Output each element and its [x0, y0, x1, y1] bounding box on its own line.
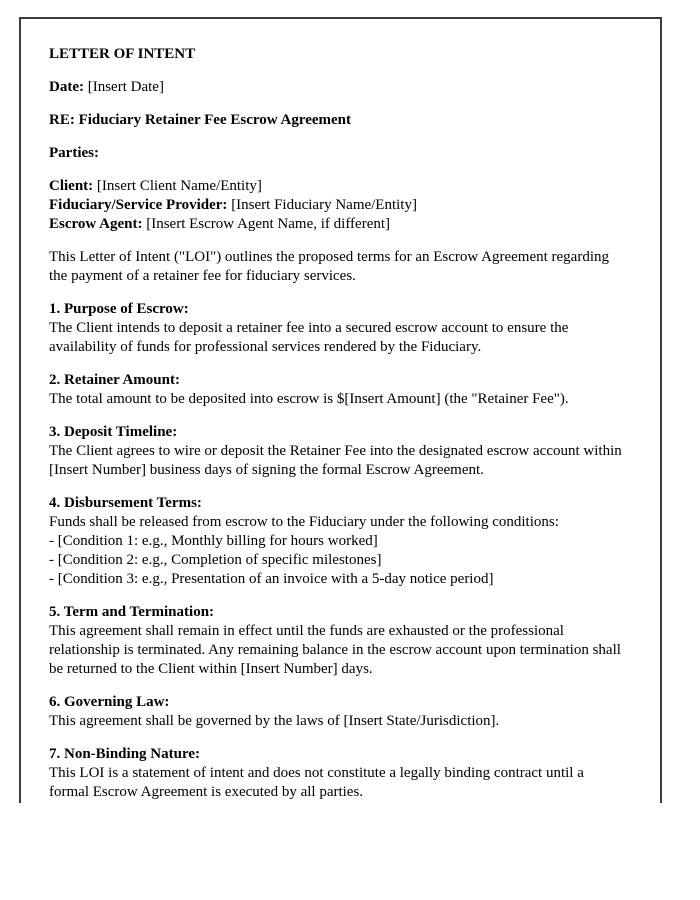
section-body: This LOI is a statement of intent and does not constitute a legally binding contract until a formal Escrow Agreement is executed by all parties. — [49, 765, 584, 800]
section-body: This agreement shall remain in effect until the funds are exhausted or the professional relationship is terminated. Any remaining balance in the escrow account upon termination shall be returned to the Client within [Insert Number] days. — [49, 623, 621, 677]
re-line: RE: Fiduciary Retainer Fee Escrow Agreement — [49, 112, 352, 128]
section-heading: 3. Deposit Timeline: — [49, 424, 178, 440]
party-label: Escrow Agent: — [49, 216, 143, 232]
intro-paragraph: This Letter of Intent ("LOI") outlines the proposed terms for an Escrow Agreement regarding the payment of a retainer fee for fiduciary services. — [49, 249, 609, 284]
date-line — [49, 78, 624, 97]
section-non-binding-nature — [49, 745, 624, 802]
section-body: The Client agrees to wire or deposit the Retainer Fee into the designated escrow account within [Insert Number] business days of signing the formal Escrow Agreement. — [49, 443, 622, 478]
party-value: [Insert Escrow Agent Name, if different] — [146, 216, 391, 232]
party-line-fiduciary — [49, 196, 624, 215]
section-disbursement-terms — [49, 494, 624, 589]
party-value: [Insert Fiduciary Name/Entity] — [231, 197, 417, 213]
section-governing-law — [49, 693, 624, 731]
section-body: Funds shall be released from escrow to the Fiduciary under the following conditions: — [49, 514, 559, 530]
parties-block — [49, 177, 624, 234]
letter-title: LETTER OF INTENT — [49, 46, 196, 62]
party-label: Client: — [49, 178, 94, 194]
date-value: [Insert Date] — [87, 79, 164, 95]
party-value: [Insert Client Name/Entity] — [96, 178, 262, 194]
parties-label: Parties: — [49, 145, 99, 161]
section-deposit-timeline — [49, 423, 624, 480]
party-line-escrow-agent — [49, 215, 624, 234]
section-heading: 1. Purpose of Escrow: — [49, 301, 189, 317]
condition-item: - [Condition 2: e.g., Completion of specific milestones] — [49, 552, 382, 568]
party-line-client — [49, 177, 624, 196]
section-purpose-of-escrow — [49, 300, 624, 357]
section-heading: 2. Retainer Amount: — [49, 372, 180, 388]
section-body: The Client intends to deposit a retainer fee into a secured escrow account to ensure the availability of funds for professional services rendered by the Fiduciary. — [49, 320, 569, 355]
condition-item: - [Condition 3: e.g., Presentation of an invoice with a 5-day notice period] — [49, 571, 494, 587]
section-body: The total amount to be deposited into escrow is $[Insert Amount] (the "Retainer Fee"). — [49, 391, 569, 407]
section-heading: 5. Term and Termination: — [49, 604, 215, 620]
date-label: Date: — [49, 79, 84, 95]
section-heading: 6. Governing Law: — [49, 694, 170, 710]
section-heading: 4. Disbursement Terms: — [49, 495, 202, 511]
section-body: This agreement shall be governed by the laws of [Insert State/Jurisdiction]. — [49, 713, 500, 729]
condition-list — [49, 532, 624, 589]
section-term-and-termination — [49, 603, 624, 679]
section-retainer-amount — [49, 371, 624, 409]
section-heading: 7. Non-Binding Nature: — [49, 746, 200, 762]
condition-item: - [Condition 1: e.g., Monthly billing for hours worked] — [49, 533, 378, 549]
letter-border-frame — [19, 17, 662, 803]
party-label: Fiduciary/Service Provider: — [49, 197, 228, 213]
